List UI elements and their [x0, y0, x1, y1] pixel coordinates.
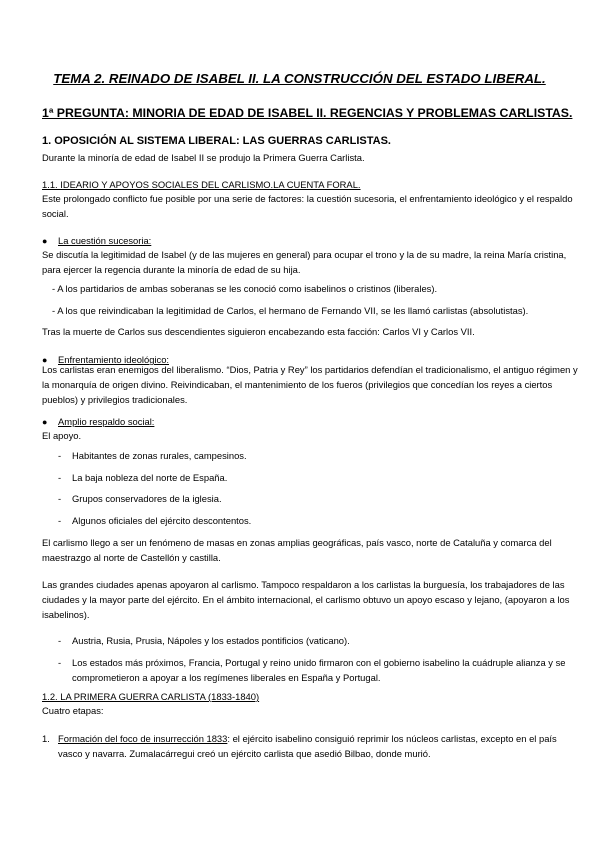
bullet-label: Enfrentamiento ideológico: [58, 354, 170, 365]
document-title: TEMA 2. REINADO DE ISABEL II. LA CONSTRUCCIÓN DEL ESTADO LIBERAL. [53, 71, 546, 86]
subsection-intro: Este prolongado conflicto fue posible por una serie de factores: la cuestión sucesoria, el enfrentamiento ideológico y el respaldo social. [42, 193, 573, 219]
section-heading: 1. OPOSICIÓN AL SISTEMA LIBERAL: LAS GUERRAS CARLISTAS. [42, 135, 391, 147]
question-heading: 1ª PREGUNTA: MINORIA DE EDAD DE ISABEL II. REGENCIAS Y PROBLEMAS CARLISTAS. [42, 106, 573, 120]
paragraph-succession: Tras la muerte de Carlos sus descendientes siguieron encabezando esta facción: Carlos VI y Carlos VII. [42, 326, 475, 337]
bullet-icon: ● [42, 355, 48, 365]
stage-text: : el ejército isabelino consiguió reprimir los núcleos carlistas, excepto en el país vasco y navarra. Zumalacárregui creó un ejército carlista que asedió Bilbao, donde murió. [58, 733, 557, 759]
dash-item-carlistas: - A los que reivindicaban la legitimidad de Carlos, el hermano de Fernando VII, se les llamó carlistas (absolutistas). [52, 305, 529, 316]
subsection-heading-1-2: 1.2. LA PRIMERA GUERRA CARLISTA (1833-1840) [42, 691, 260, 702]
dash-item-isabelinos: - A los partidarios de ambas soberanas se les conoció como isabelinos o cristinos (liberales). [52, 283, 438, 294]
paragraph-ciudades: Las grandes ciudades apenas apoyaron al carlismo. Tampoco respaldaron a los carlistas la burguesía, los trabajadores de las ciudades y la mayor parte del ejército. En el ámbito internacional, el carlismo obtuvo un apoyo escaso y lejano, (apoyaron a los isabelinos). [42, 579, 570, 620]
paragraph-ideologico: Los carlistas eran enemigos del liberalismo. “Dios, Patria y Rey” los partidarios defendían el tradicionalismo, el antiguo régimen y la monarquía de origen divino. Reivindicaban, el mantenimiento de los fueros (privilegios que concedían los reyes a ciertos pueblos) y privilegios tradicionales. [42, 364, 578, 405]
document-page: TEMA 2. REINADO DE ISABEL II. LA CONSTRUCCIÓN DEL ESTADO LIBERAL. 1ª PREGUNTA: MINORIA DE EDAD DE ISABEL II. REGENCIAS Y PROBLEMAS CARLISTAS. 1. OPOSICIÓN AL SISTEMA LIBERAL: LAS GUERRAS CARLISTAS. Durante la minoría de edad de Isabel II se produjo la Primera Guerra Carlista. 1.1. IDEARIO Y APOYOS SOCIALES DEL CARLISMO.LA CUENTA FORAL. Este prolongado conflicto fue posible por una serie de factores: la cuestión sucesoria, el enfrentamiento ideológico y el respaldo social. ● La cuestión sucesoria: Se discutía la legitimidad de Isabel (y de las mujeres en general) para ocupar el trono y la de su madre, la reina María cristina, para ejercer la regencia durante la minoría de edad de su hija. - A los partidarios de ambas soberanas se les conoció como isabelinos o cristinos (liberales). - A los que reivindicaban la legitimidad de Carlos, el hermano de Fernando VII, se les llamó carlistas (absolutistas). Tras la muerte de Carlos sus descendientes siguieron encabezando esta facción: Carlos VI y Carlos VII. ● Enfrentamiento ideológico: Los carlistas eran enemigos del liberalismo. “Dios, Patria y Rey” los partidarios defendían el tradicionalismo, el antiguo régimen y la monarquía de origen divino. Reivindicaban, el mantenimiento de los fueros (privilegios que concedían los reyes a ciertos pueblos) y privilegios tradicionales. ● Amplio respaldo social: El apoyo. - Habitantes de zonas rurales, campesinos. - La baja nobleza del norte de España. - Grupos conservadores de la iglesia. - Algunos oficiales del ejército descontentos. El carlismo llego a ser un fenómeno de masas en zonas amplias geográficas, país vasco, norte de Cataluña y comarca del maestrazgo al norte de Castellón y castilla. Las grandes ciudades apenas apoyaron al carlismo. Tampoco respaldaron a los carlistas la burguesía, los trabajadores de las ciudades y la mayor parte del ejército. En el ámbito internacional, el carlismo obtuvo un apoyo escaso y lejano, (apoyaron a los isabelinos). - Austria, Rusia, Prusia, Nápoles y los estados pontificios (vaticano). - Los estados más próximos, Francia, Portugal y reino unido firmaron con el gobierno isabelino la cuádruple alianza y se comprometieron a apoyar a los regímenes liberales en España y Portugal. 1.2. LA PRIMERA GUERRA CARLISTA (1833-1840) Cuatro etapas: 1. Formación del foco de insurrección 1833: el ejército isabelino consiguió reprimir los núcleos carlistas, excepto en el país vasco y navarra. Zumalacárregui creó un ejército carlista que asedió Bilbao, donde murió. [0, 0, 599, 848]
section-intro: Durante la minoría de edad de Isabel II se produjo la Primera Guerra Carlista. [42, 152, 365, 163]
stage-label: Formación del foco de insurrección 1833 [58, 733, 228, 744]
paragraph-apoyo: El apoyo. [42, 430, 82, 441]
list-number: 1. [42, 733, 50, 744]
bullet-label: La cuestión sucesoria: [58, 235, 152, 246]
paragraph-sucesoria: Se discutía la legitimidad de Isabel (y de las mujeres en general) para ocupar el trono y la de su madre, la reina María cristina, para ejercer la regencia durante la minoría de edad de su hija. [42, 249, 567, 275]
bullet-icon: ● [42, 236, 48, 246]
bullet-icon: ● [42, 417, 48, 427]
bullet-label: Amplio respaldo social: [58, 416, 155, 427]
subsection-intro: Cuatro etapas: [42, 705, 104, 716]
subsection-heading-1-1: 1.1. IDEARIO Y APOYOS SOCIALES DEL CARLISMO.LA CUENTA FORAL. [42, 179, 361, 190]
paragraph-masas: El carlismo llego a ser un fenómeno de masas en zonas amplias geográficas, país vasco, norte de Cataluña y comarca del maestrazgo al norte de Castellón y castilla. [42, 537, 552, 563]
